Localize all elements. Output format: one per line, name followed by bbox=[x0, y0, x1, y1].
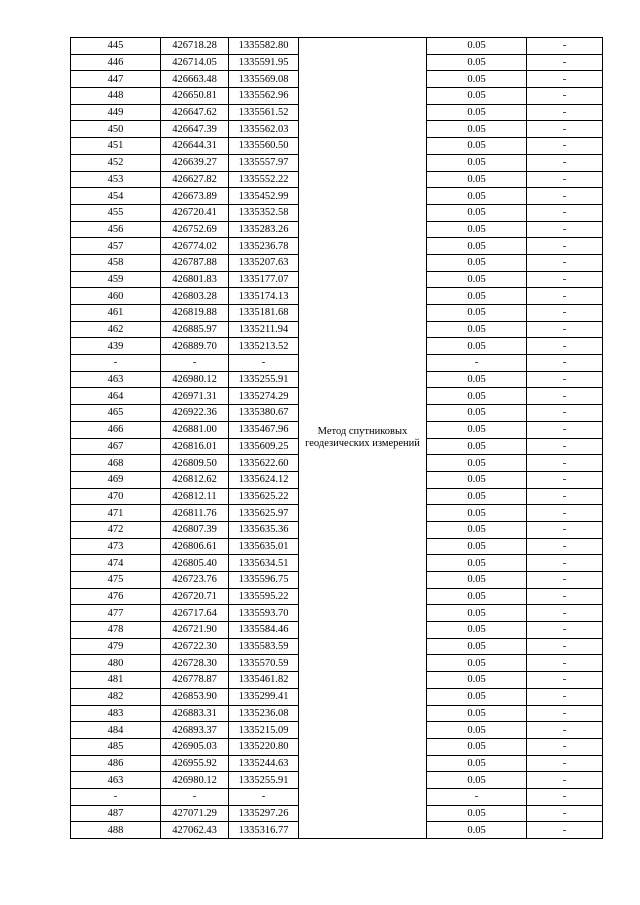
accuracy-cell: 0.05 bbox=[427, 171, 527, 188]
x-coordinate-cell: 426722.30 bbox=[161, 638, 229, 655]
y-coordinate-cell: 1335452.99 bbox=[229, 188, 299, 205]
note-cell: - bbox=[527, 321, 603, 338]
note-cell: - bbox=[527, 572, 603, 589]
y-coordinate-cell: 1335634.51 bbox=[229, 555, 299, 572]
point-number-cell: 465 bbox=[71, 405, 161, 422]
x-coordinate-cell: 426980.12 bbox=[161, 371, 229, 388]
note-cell: - bbox=[527, 455, 603, 472]
note-cell: - bbox=[527, 221, 603, 238]
point-number-cell: 457 bbox=[71, 238, 161, 255]
x-coordinate-cell: 426778.87 bbox=[161, 672, 229, 689]
note-cell: - bbox=[527, 305, 603, 322]
accuracy-cell: 0.05 bbox=[427, 138, 527, 155]
note-cell: - bbox=[527, 722, 603, 739]
x-coordinate-cell: 426774.02 bbox=[161, 238, 229, 255]
x-coordinate-cell: 426752.69 bbox=[161, 221, 229, 238]
accuracy-cell: 0.05 bbox=[427, 455, 527, 472]
x-coordinate-cell: 426723.76 bbox=[161, 572, 229, 589]
point-number-cell: 480 bbox=[71, 655, 161, 672]
note-cell: - bbox=[527, 88, 603, 105]
point-number-cell: 485 bbox=[71, 738, 161, 755]
x-coordinate-cell: 426809.50 bbox=[161, 455, 229, 472]
y-coordinate-cell: 1335461.82 bbox=[229, 672, 299, 689]
note-cell: - bbox=[527, 104, 603, 121]
point-number-cell: 459 bbox=[71, 271, 161, 288]
point-number-cell: 479 bbox=[71, 638, 161, 655]
x-coordinate-cell: 426720.71 bbox=[161, 588, 229, 605]
x-coordinate-cell: 426647.39 bbox=[161, 121, 229, 138]
y-coordinate-cell: 1335380.67 bbox=[229, 405, 299, 422]
accuracy-cell: 0.05 bbox=[427, 471, 527, 488]
y-coordinate-cell: 1335591.95 bbox=[229, 54, 299, 71]
accuracy-cell: 0.05 bbox=[427, 822, 527, 839]
point-number-cell: 446 bbox=[71, 54, 161, 71]
accuracy-cell: 0.05 bbox=[427, 38, 527, 55]
point-number-cell: 473 bbox=[71, 538, 161, 555]
note-cell: - bbox=[527, 154, 603, 171]
x-coordinate-cell: 426885.97 bbox=[161, 321, 229, 338]
y-coordinate-cell: 1335622.60 bbox=[229, 455, 299, 472]
y-coordinate-cell: 1335570.59 bbox=[229, 655, 299, 672]
note-cell: - bbox=[527, 271, 603, 288]
point-number-cell: 452 bbox=[71, 154, 161, 171]
x-coordinate-cell: 426893.37 bbox=[161, 722, 229, 739]
accuracy-cell: 0.05 bbox=[427, 572, 527, 589]
point-number-cell: 482 bbox=[71, 688, 161, 705]
accuracy-cell: 0.05 bbox=[427, 121, 527, 138]
point-number-cell: 453 bbox=[71, 171, 161, 188]
x-coordinate-cell: 427062.43 bbox=[161, 822, 229, 839]
note-cell: - bbox=[527, 705, 603, 722]
point-number-cell: 486 bbox=[71, 755, 161, 772]
point-number-cell: 466 bbox=[71, 421, 161, 438]
x-coordinate-cell: 426805.40 bbox=[161, 555, 229, 572]
y-coordinate-cell: 1335635.36 bbox=[229, 521, 299, 538]
x-coordinate-cell: 426905.03 bbox=[161, 738, 229, 755]
accuracy-cell: 0.05 bbox=[427, 555, 527, 572]
y-coordinate-cell: - bbox=[229, 355, 299, 372]
accuracy-cell: 0.05 bbox=[427, 805, 527, 822]
note-cell: - bbox=[527, 638, 603, 655]
accuracy-cell: 0.05 bbox=[427, 405, 527, 422]
x-coordinate-cell: 426644.31 bbox=[161, 138, 229, 155]
y-coordinate-cell: - bbox=[229, 788, 299, 805]
note-cell: - bbox=[527, 405, 603, 422]
accuracy-cell: 0.05 bbox=[427, 204, 527, 221]
point-number-cell: 458 bbox=[71, 254, 161, 271]
x-coordinate-cell: 426803.28 bbox=[161, 288, 229, 305]
x-coordinate-cell: 426883.31 bbox=[161, 705, 229, 722]
accuracy-cell: 0.05 bbox=[427, 271, 527, 288]
accuracy-cell: 0.05 bbox=[427, 505, 527, 522]
x-coordinate-cell: 426717.64 bbox=[161, 605, 229, 622]
x-coordinate-cell: - bbox=[161, 355, 229, 372]
x-coordinate-cell: 426787.88 bbox=[161, 254, 229, 271]
y-coordinate-cell: 1335561.52 bbox=[229, 104, 299, 121]
accuracy-cell: 0.05 bbox=[427, 605, 527, 622]
point-number-cell: 487 bbox=[71, 805, 161, 822]
note-cell: - bbox=[527, 538, 603, 555]
x-coordinate-cell: 426889.70 bbox=[161, 338, 229, 355]
y-coordinate-cell: 1335299.41 bbox=[229, 688, 299, 705]
x-coordinate-cell: 426718.28 bbox=[161, 38, 229, 55]
point-number-cell: 454 bbox=[71, 188, 161, 205]
point-number-cell: 471 bbox=[71, 505, 161, 522]
point-number-cell: 478 bbox=[71, 622, 161, 639]
y-coordinate-cell: 1335274.29 bbox=[229, 388, 299, 405]
accuracy-cell: 0.05 bbox=[427, 371, 527, 388]
note-cell: - bbox=[527, 788, 603, 805]
accuracy-cell: 0.05 bbox=[427, 221, 527, 238]
point-number-cell: - bbox=[71, 355, 161, 372]
accuracy-cell: - bbox=[427, 355, 527, 372]
point-number-cell: 463 bbox=[71, 772, 161, 789]
note-cell: - bbox=[527, 672, 603, 689]
x-coordinate-cell: 426714.05 bbox=[161, 54, 229, 71]
note-cell: - bbox=[527, 388, 603, 405]
accuracy-cell: 0.05 bbox=[427, 188, 527, 205]
accuracy-cell: 0.05 bbox=[427, 104, 527, 121]
accuracy-cell: 0.05 bbox=[427, 705, 527, 722]
coordinates-table-body bbox=[71, 38, 603, 839]
point-number-cell: 469 bbox=[71, 471, 161, 488]
y-coordinate-cell: 1335582.80 bbox=[229, 38, 299, 55]
note-cell: - bbox=[527, 188, 603, 205]
accuracy-cell: 0.05 bbox=[427, 538, 527, 555]
y-coordinate-cell: 1335213.52 bbox=[229, 338, 299, 355]
x-coordinate-cell: 426816.01 bbox=[161, 438, 229, 455]
accuracy-cell: - bbox=[427, 788, 527, 805]
x-coordinate-cell: 426806.61 bbox=[161, 538, 229, 555]
note-cell: - bbox=[527, 622, 603, 639]
note-cell: - bbox=[527, 688, 603, 705]
coordinates-table bbox=[70, 37, 603, 839]
accuracy-cell: 0.05 bbox=[427, 154, 527, 171]
y-coordinate-cell: 1335557.97 bbox=[229, 154, 299, 171]
y-coordinate-cell: 1335236.78 bbox=[229, 238, 299, 255]
y-coordinate-cell: 1335255.91 bbox=[229, 772, 299, 789]
x-coordinate-cell: 426812.62 bbox=[161, 471, 229, 488]
y-coordinate-cell: 1335609.25 bbox=[229, 438, 299, 455]
point-number-cell: 462 bbox=[71, 321, 161, 338]
point-number-cell: 475 bbox=[71, 572, 161, 589]
y-coordinate-cell: 1335584.46 bbox=[229, 622, 299, 639]
point-number-cell: 450 bbox=[71, 121, 161, 138]
accuracy-cell: 0.05 bbox=[427, 688, 527, 705]
note-cell: - bbox=[527, 438, 603, 455]
accuracy-cell: 0.05 bbox=[427, 722, 527, 739]
x-coordinate-cell: 426627.82 bbox=[161, 171, 229, 188]
y-coordinate-cell: 1335297.26 bbox=[229, 805, 299, 822]
accuracy-cell: 0.05 bbox=[427, 238, 527, 255]
y-coordinate-cell: 1335467.96 bbox=[229, 421, 299, 438]
point-number-cell: 484 bbox=[71, 722, 161, 739]
note-cell: - bbox=[527, 138, 603, 155]
accuracy-cell: 0.05 bbox=[427, 738, 527, 755]
y-coordinate-cell: 1335177.07 bbox=[229, 271, 299, 288]
point-number-cell: 451 bbox=[71, 138, 161, 155]
note-cell: - bbox=[527, 254, 603, 271]
x-coordinate-cell: 426720.41 bbox=[161, 204, 229, 221]
x-coordinate-cell: 426980.12 bbox=[161, 772, 229, 789]
point-number-cell: 464 bbox=[71, 388, 161, 405]
point-number-cell: 483 bbox=[71, 705, 161, 722]
x-coordinate-cell: 426721.90 bbox=[161, 622, 229, 639]
x-coordinate-cell: 426673.89 bbox=[161, 188, 229, 205]
point-number-cell: 460 bbox=[71, 288, 161, 305]
y-coordinate-cell: 1335174.13 bbox=[229, 288, 299, 305]
note-cell: - bbox=[527, 38, 603, 55]
accuracy-cell: 0.05 bbox=[427, 71, 527, 88]
accuracy-cell: 0.05 bbox=[427, 638, 527, 655]
x-coordinate-cell: 426819.88 bbox=[161, 305, 229, 322]
x-coordinate-cell: 426728.30 bbox=[161, 655, 229, 672]
x-coordinate-cell: 426955.92 bbox=[161, 755, 229, 772]
note-cell: - bbox=[527, 488, 603, 505]
point-number-cell: 447 bbox=[71, 71, 161, 88]
accuracy-cell: 0.05 bbox=[427, 588, 527, 605]
point-number-cell: 474 bbox=[71, 555, 161, 572]
point-number-cell: 445 bbox=[71, 38, 161, 55]
y-coordinate-cell: 1335625.22 bbox=[229, 488, 299, 505]
note-cell: - bbox=[527, 772, 603, 789]
note-cell: - bbox=[527, 338, 603, 355]
method-cell: Метод спутниковых геодезических измерений bbox=[299, 38, 427, 839]
point-number-cell: 476 bbox=[71, 588, 161, 605]
note-cell: - bbox=[527, 288, 603, 305]
note-cell: - bbox=[527, 204, 603, 221]
x-coordinate-cell: 426801.83 bbox=[161, 271, 229, 288]
y-coordinate-cell: 1335236.08 bbox=[229, 705, 299, 722]
x-coordinate-cell: 426650.81 bbox=[161, 88, 229, 105]
accuracy-cell: 0.05 bbox=[427, 88, 527, 105]
y-coordinate-cell: 1335635.01 bbox=[229, 538, 299, 555]
accuracy-cell: 0.05 bbox=[427, 338, 527, 355]
accuracy-cell: 0.05 bbox=[427, 772, 527, 789]
y-coordinate-cell: 1335569.08 bbox=[229, 71, 299, 88]
y-coordinate-cell: 1335215.09 bbox=[229, 722, 299, 739]
x-coordinate-cell: 426922.36 bbox=[161, 405, 229, 422]
y-coordinate-cell: 1335593.70 bbox=[229, 605, 299, 622]
y-coordinate-cell: 1335624.12 bbox=[229, 471, 299, 488]
accuracy-cell: 0.05 bbox=[427, 254, 527, 271]
point-number-cell: 439 bbox=[71, 338, 161, 355]
point-number-cell: 463 bbox=[71, 371, 161, 388]
note-cell: - bbox=[527, 371, 603, 388]
point-number-cell: 448 bbox=[71, 88, 161, 105]
y-coordinate-cell: 1335560.50 bbox=[229, 138, 299, 155]
point-number-cell: 468 bbox=[71, 455, 161, 472]
note-cell: - bbox=[527, 655, 603, 672]
note-cell: - bbox=[527, 71, 603, 88]
note-cell: - bbox=[527, 521, 603, 538]
note-cell: - bbox=[527, 355, 603, 372]
note-cell: - bbox=[527, 54, 603, 71]
point-number-cell: - bbox=[71, 788, 161, 805]
accuracy-cell: 0.05 bbox=[427, 54, 527, 71]
point-number-cell: 472 bbox=[71, 521, 161, 538]
note-cell: - bbox=[527, 171, 603, 188]
accuracy-cell: 0.05 bbox=[427, 521, 527, 538]
point-number-cell: 467 bbox=[71, 438, 161, 455]
x-coordinate-cell: 426807.39 bbox=[161, 521, 229, 538]
point-number-cell: 461 bbox=[71, 305, 161, 322]
y-coordinate-cell: 1335244.63 bbox=[229, 755, 299, 772]
y-coordinate-cell: 1335595.22 bbox=[229, 588, 299, 605]
point-number-cell: 477 bbox=[71, 605, 161, 622]
y-coordinate-cell: 1335583.59 bbox=[229, 638, 299, 655]
note-cell: - bbox=[527, 121, 603, 138]
y-coordinate-cell: 1335207.63 bbox=[229, 254, 299, 271]
x-coordinate-cell: 426647.62 bbox=[161, 104, 229, 121]
y-coordinate-cell: 1335562.03 bbox=[229, 121, 299, 138]
note-cell: - bbox=[527, 421, 603, 438]
y-coordinate-cell: 1335211.94 bbox=[229, 321, 299, 338]
x-coordinate-cell: 426812.11 bbox=[161, 488, 229, 505]
y-coordinate-cell: 1335220.80 bbox=[229, 738, 299, 755]
x-coordinate-cell: 426811.76 bbox=[161, 505, 229, 522]
accuracy-cell: 0.05 bbox=[427, 672, 527, 689]
note-cell: - bbox=[527, 588, 603, 605]
y-coordinate-cell: 1335562.96 bbox=[229, 88, 299, 105]
x-coordinate-cell: 426881.00 bbox=[161, 421, 229, 438]
point-number-cell: 455 bbox=[71, 204, 161, 221]
accuracy-cell: 0.05 bbox=[427, 388, 527, 405]
y-coordinate-cell: 1335283.26 bbox=[229, 221, 299, 238]
accuracy-cell: 0.05 bbox=[427, 622, 527, 639]
accuracy-cell: 0.05 bbox=[427, 305, 527, 322]
point-number-cell: 488 bbox=[71, 822, 161, 839]
note-cell: - bbox=[527, 555, 603, 572]
accuracy-cell: 0.05 bbox=[427, 321, 527, 338]
note-cell: - bbox=[527, 471, 603, 488]
y-coordinate-cell: 1335552.22 bbox=[229, 171, 299, 188]
note-cell: - bbox=[527, 238, 603, 255]
note-cell: - bbox=[527, 755, 603, 772]
y-coordinate-cell: 1335255.91 bbox=[229, 371, 299, 388]
point-number-cell: 481 bbox=[71, 672, 161, 689]
accuracy-cell: 0.05 bbox=[427, 488, 527, 505]
accuracy-cell: 0.05 bbox=[427, 288, 527, 305]
accuracy-cell: 0.05 bbox=[427, 421, 527, 438]
accuracy-cell: 0.05 bbox=[427, 755, 527, 772]
y-coordinate-cell: 1335352.58 bbox=[229, 204, 299, 221]
y-coordinate-cell: 1335316.77 bbox=[229, 822, 299, 839]
note-cell: - bbox=[527, 505, 603, 522]
accuracy-cell: 0.05 bbox=[427, 655, 527, 672]
point-number-cell: 456 bbox=[71, 221, 161, 238]
note-cell: - bbox=[527, 822, 603, 839]
point-number-cell: 449 bbox=[71, 104, 161, 121]
x-coordinate-cell: 426853.90 bbox=[161, 688, 229, 705]
x-coordinate-cell: 426971.31 bbox=[161, 388, 229, 405]
x-coordinate-cell: 427071.29 bbox=[161, 805, 229, 822]
table-row bbox=[71, 38, 603, 55]
y-coordinate-cell: 1335625.97 bbox=[229, 505, 299, 522]
x-coordinate-cell: 426663.48 bbox=[161, 71, 229, 88]
point-number-cell: 470 bbox=[71, 488, 161, 505]
note-cell: - bbox=[527, 738, 603, 755]
accuracy-cell: 0.05 bbox=[427, 438, 527, 455]
y-coordinate-cell: 1335181.68 bbox=[229, 305, 299, 322]
x-coordinate-cell: 426639.27 bbox=[161, 154, 229, 171]
note-cell: - bbox=[527, 605, 603, 622]
note-cell: - bbox=[527, 805, 603, 822]
x-coordinate-cell: - bbox=[161, 788, 229, 805]
y-coordinate-cell: 1335596.75 bbox=[229, 572, 299, 589]
